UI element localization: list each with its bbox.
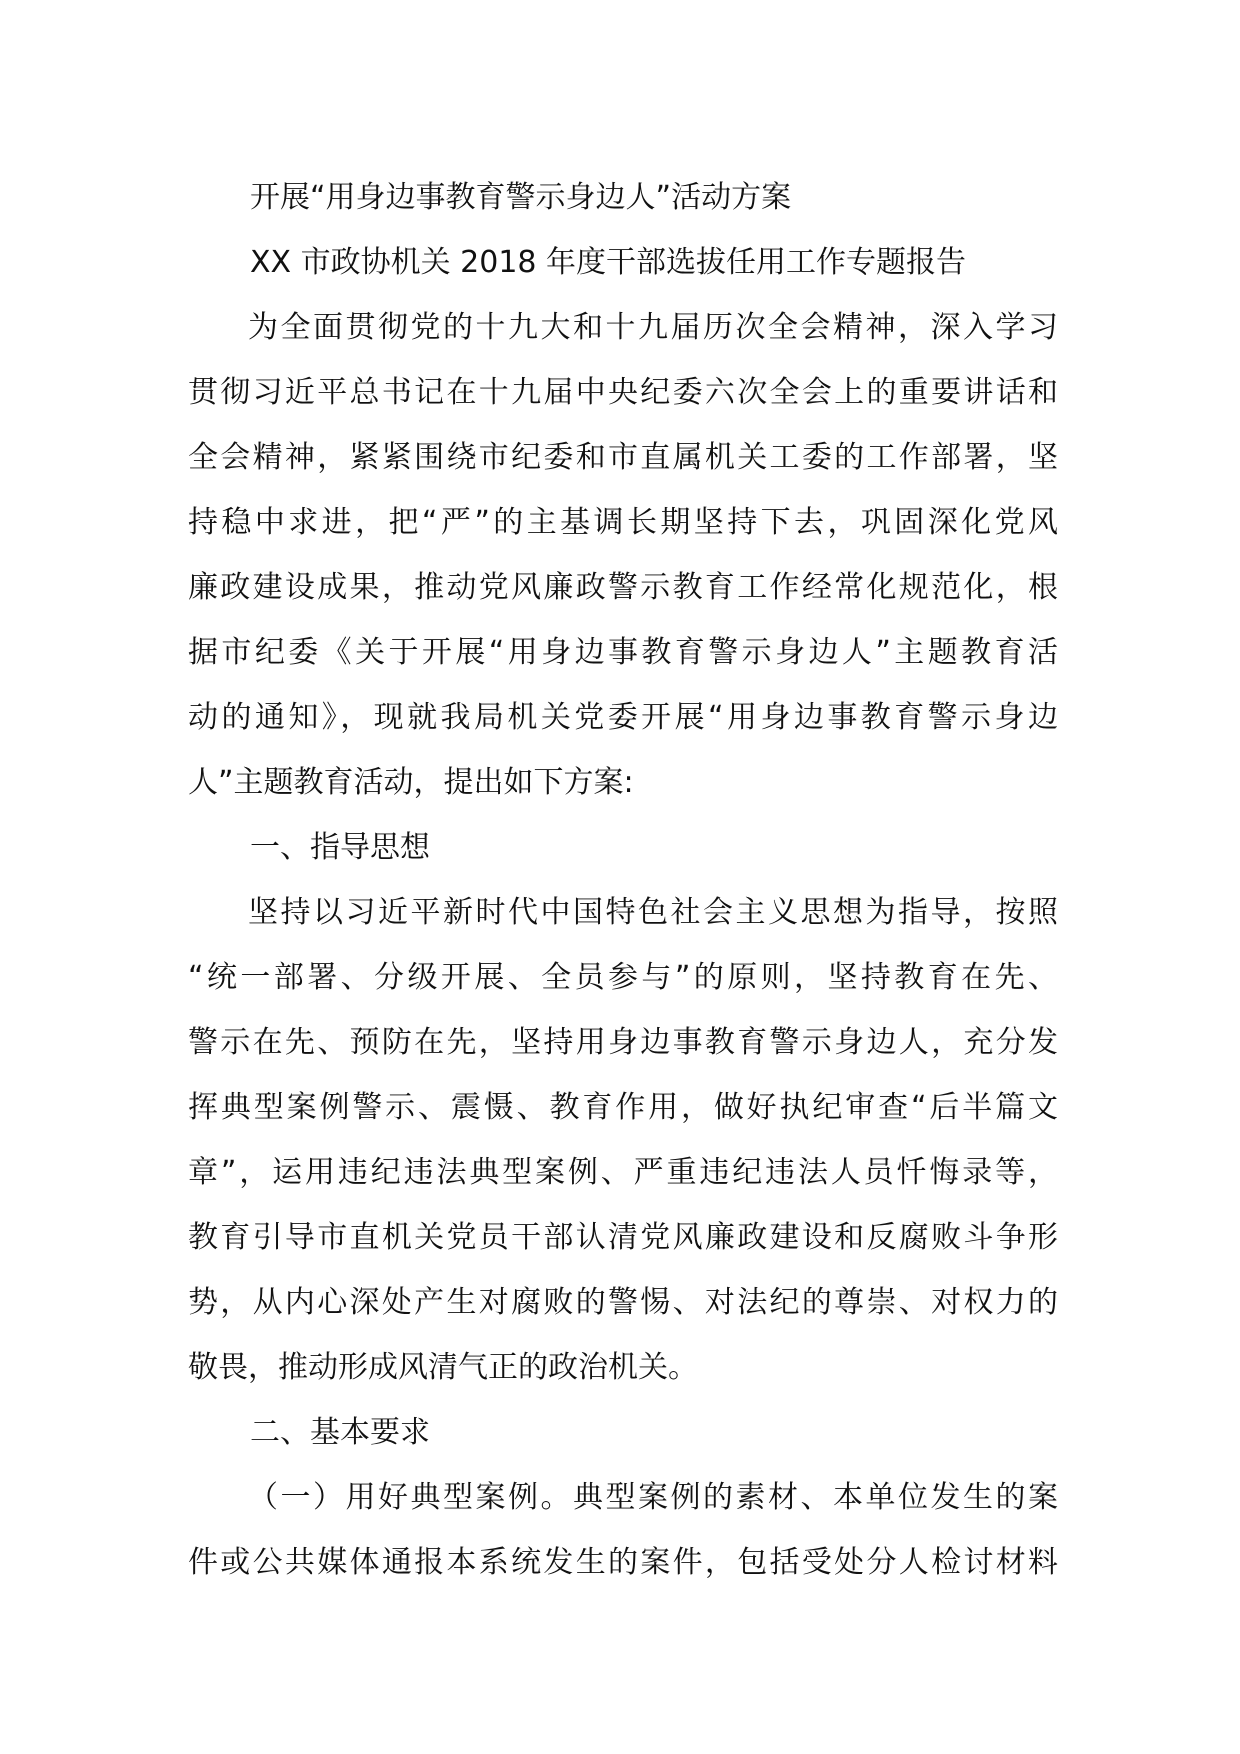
paragraph-basic-requirements [188, 1465, 1058, 1595]
paragraph-line: 挥典型案例警示、震慑、教育作用，做好执纪审查“后半篇文 [188, 1090, 1058, 1125]
paragraph-line: 全会精神，紧紧围绕市纪委和市直属机关工委的工作部署，坚 [188, 440, 1058, 475]
paragraph-line: 动的通知》，现就我局机关党委开展“用身边事教育警示身边 [188, 700, 1058, 735]
document-subtitle: XX 市政协机关 2018 年度干部选拔任用工作专题报告 [250, 245, 967, 280]
paragraph-line: （一）用好典型案例。典型案例的素材、本单位发生的案 [248, 1480, 1058, 1515]
paragraph-line: 人”主题教育活动，提出如下方案: [188, 765, 634, 800]
paragraph-guiding-ideology [188, 880, 1058, 1400]
paragraph-line: 为全面贯彻党的十九大和十九届历次全会精神，深入学习 [248, 310, 1058, 345]
paragraph-line: 贯彻习近平总书记在十九届中央纪委六次全会上的重要讲话和 [188, 375, 1058, 410]
paragraph-line: 持稳中求进，把“严”的主基调长期坚持下去，巩固深化党风 [188, 505, 1058, 540]
paragraph-line: 坚持以习近平新时代中国特色社会主义思想为指导，按照 [248, 895, 1058, 930]
paragraph-line: 章”，运用违纪违法典型案例、严重违纪违法人员忏悔录等， [188, 1155, 1058, 1190]
paragraph-intro [188, 295, 1058, 815]
paragraph-line: 势，从内心深处产生对腐败的警惕、对法纪的尊崇、对权力的 [188, 1285, 1058, 1320]
paragraph-line: 据市纪委《关于开展“用身边事教育警示身边人”主题教育活 [188, 635, 1058, 670]
paragraph-line: 件或公共媒体通报本系统发生的案件，包括受处分人检讨材料 [188, 1545, 1058, 1580]
paragraph-line: “统一部署、分级开展、全员参与”的原则，坚持教育在先、 [188, 960, 1058, 995]
document-title: 开展“用身边事教育警示身边人”活动方案 [250, 180, 792, 215]
paragraph-line: 警示在先、预防在先，坚持用身边事教育警示身边人，充分发 [188, 1025, 1058, 1060]
paragraph-line: 敬畏，推动形成风清气正的政治机关。 [188, 1350, 698, 1385]
document-body [188, 165, 1058, 1595]
paragraph-line: 廉政建设成果，推动党风廉政警示教育工作经常化规范化，根 [188, 570, 1058, 605]
section-heading-guiding-ideology: 一、指导思想 [250, 830, 430, 865]
paragraph-line: 教育引导市直机关党员干部认清党风廉政建设和反腐败斗争形 [188, 1220, 1058, 1255]
section-heading-basic-requirements: 二、基本要求 [250, 1415, 430, 1450]
